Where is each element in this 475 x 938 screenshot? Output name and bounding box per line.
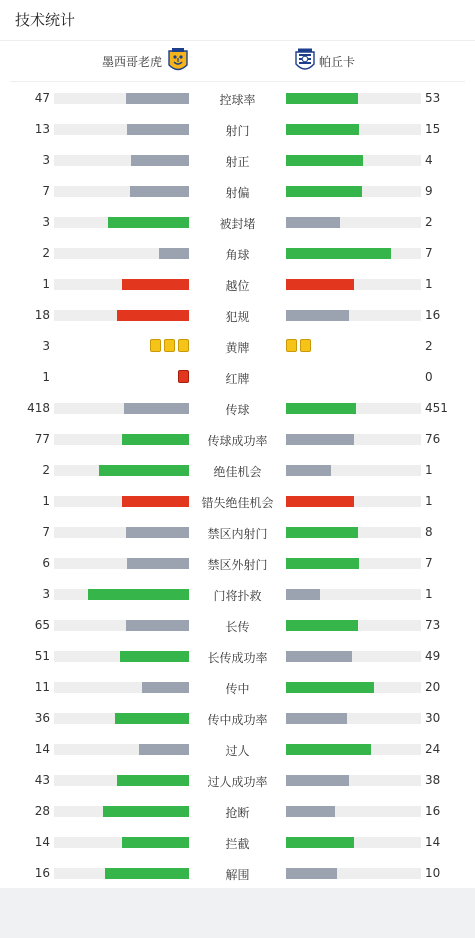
- home-bar-track: [54, 217, 189, 228]
- away-value: 1: [425, 277, 433, 291]
- home-bar-fill: [127, 558, 189, 569]
- away-bar-fill: [286, 93, 358, 104]
- away-bar-track: [286, 496, 421, 507]
- stat-row: [0, 269, 475, 300]
- away-bar-fill: [286, 589, 320, 600]
- away-value: 73: [425, 618, 441, 632]
- home-bar-fill: [103, 806, 189, 817]
- home-bar-fill: [126, 620, 189, 631]
- home-bar-fill: [142, 682, 189, 693]
- home-bar-fill: [159, 248, 189, 259]
- home-cards: [178, 370, 189, 383]
- stat-label: 绝佳机会: [213, 465, 262, 479]
- stat-label: 黄牌: [225, 341, 250, 355]
- away-bar-fill: [286, 434, 354, 445]
- stat-row: [0, 455, 475, 486]
- away-bar-fill: [286, 465, 331, 476]
- home-bar-track: [54, 93, 189, 104]
- stat-label: 射门: [225, 124, 250, 138]
- home-value: 36: [34, 711, 50, 725]
- away-bar-fill: [286, 558, 359, 569]
- home-bar-track: [54, 279, 189, 290]
- away-bar-fill: [286, 682, 374, 693]
- away-value: 49: [425, 649, 441, 663]
- home-value: 3: [42, 339, 50, 353]
- home-value: 43: [34, 773, 50, 787]
- away-bar-fill: [286, 527, 358, 538]
- stat-row: [0, 393, 475, 424]
- away-bar-track: [286, 589, 421, 600]
- away-value: 76: [425, 432, 441, 446]
- stat-row: [0, 207, 475, 238]
- stat-row: [0, 672, 475, 703]
- home-bar-track: [54, 248, 189, 259]
- stat-row: [0, 641, 475, 672]
- home-bar-fill: [122, 496, 190, 507]
- stat-row: [0, 145, 475, 176]
- home-bar-fill: [122, 279, 190, 290]
- stat-row: [0, 765, 475, 796]
- home-value: 3: [42, 153, 50, 167]
- stat-row: [0, 610, 475, 641]
- away-value: 24: [425, 742, 441, 756]
- stat-label: 控球率: [219, 93, 256, 107]
- home-bar-fill: [126, 527, 189, 538]
- home-bar-fill: [99, 465, 189, 476]
- away-bar-track: [286, 186, 421, 197]
- stat-row: [0, 300, 475, 331]
- stat-label: 禁区外射门: [207, 558, 268, 572]
- stat-row: [0, 517, 475, 548]
- away-value: 30: [425, 711, 441, 725]
- away-bar-fill: [286, 496, 354, 507]
- stat-label: 犯规: [225, 310, 250, 324]
- home-bar-track: [54, 310, 189, 321]
- stat-label: 解围: [225, 868, 250, 882]
- home-bar-fill: [139, 744, 189, 755]
- home-value: 1: [42, 277, 50, 291]
- home-bar-fill: [108, 217, 189, 228]
- teams-header: [10, 41, 465, 82]
- away-value: 14: [425, 835, 441, 849]
- stat-label: 射正: [225, 155, 250, 169]
- away-value: 1: [425, 463, 433, 477]
- section-title: 技术统计: [0, 0, 475, 41]
- home-value: 14: [34, 835, 50, 849]
- stat-row: [0, 176, 475, 207]
- away-bar-track: [286, 434, 421, 445]
- away-bar-track: [286, 279, 421, 290]
- stat-row: [0, 114, 475, 145]
- away-bar-fill: [286, 217, 340, 228]
- home-bar-fill: [126, 93, 189, 104]
- stat-label: 角球: [225, 248, 250, 262]
- home-value: 1: [42, 370, 50, 384]
- home-value: 14: [34, 742, 50, 756]
- home-bar-track: [54, 589, 189, 600]
- home-value: 47: [34, 91, 50, 105]
- away-bar-track: [286, 868, 421, 879]
- away-value: 0: [425, 370, 433, 384]
- away-bar-track: [286, 713, 421, 724]
- home-bar-track: [54, 651, 189, 662]
- home-bar-track: [54, 124, 189, 135]
- stat-label: 长传: [225, 620, 250, 634]
- home-bar-track: [54, 155, 189, 166]
- away-bar-track: [286, 558, 421, 569]
- yellow-card-icon: [150, 339, 161, 352]
- stat-label: 射偏: [225, 186, 250, 200]
- stat-row: [0, 83, 475, 114]
- away-bar-fill: [286, 806, 335, 817]
- home-value: 418: [27, 401, 50, 415]
- stat-row: [0, 362, 475, 393]
- home-value: 2: [42, 246, 50, 260]
- stat-row: [0, 424, 475, 455]
- home-bar-track: [54, 868, 189, 879]
- away-bar-fill: [286, 403, 356, 414]
- away-value: 8: [425, 525, 433, 539]
- stat-label: 传球: [225, 403, 250, 417]
- stat-row: [0, 486, 475, 517]
- away-value: 7: [425, 556, 433, 570]
- home-bar-fill: [117, 775, 189, 786]
- home-bar-track: [54, 403, 189, 414]
- stat-row: [0, 238, 475, 269]
- away-bar-track: [286, 527, 421, 538]
- home-bar-fill: [120, 651, 189, 662]
- home-bar-fill: [122, 434, 190, 445]
- stat-label: 拦截: [225, 837, 250, 851]
- away-value: 451: [425, 401, 448, 415]
- stats-list: [0, 83, 475, 889]
- away-value: 7: [425, 246, 433, 260]
- away-bar-track: [286, 806, 421, 817]
- away-value: 15: [425, 122, 441, 136]
- away-value: 16: [425, 804, 441, 818]
- home-bar-track: [54, 713, 189, 724]
- away-value: 16: [425, 308, 441, 322]
- stat-row: [0, 858, 475, 889]
- yellow-card-icon: [164, 339, 175, 352]
- stat-label: 禁区内射门: [207, 527, 268, 541]
- away-bar-track: [286, 403, 421, 414]
- home-bar-track: [54, 465, 189, 476]
- away-bar-fill: [286, 651, 352, 662]
- home-bar-track: [54, 527, 189, 538]
- away-bar-track: [286, 217, 421, 228]
- away-bar-fill: [286, 124, 359, 135]
- away-bar-track: [286, 651, 421, 662]
- away-bar-track: [286, 124, 421, 135]
- yellow-card-icon: [178, 339, 189, 352]
- home-bar-fill: [130, 186, 189, 197]
- home-bar-track: [54, 186, 189, 197]
- home-bar-track: [54, 434, 189, 445]
- stat-label: 长传成功率: [207, 651, 268, 665]
- home-value: 7: [42, 184, 50, 198]
- away-bar-fill: [286, 868, 337, 879]
- home-bar-fill: [127, 124, 189, 135]
- stat-row: [0, 796, 475, 827]
- stat-row: [0, 331, 475, 362]
- red-card-icon: [178, 370, 189, 383]
- home-value: 18: [34, 308, 50, 322]
- stat-label: 过人成功率: [207, 775, 268, 789]
- stat-row: [0, 579, 475, 610]
- home-bar-fill: [105, 868, 189, 879]
- away-value: 2: [425, 339, 433, 353]
- away-cards: [286, 339, 311, 352]
- away-bar-track: [286, 837, 421, 848]
- stat-label: 过人: [225, 744, 250, 758]
- home-bar-track: [54, 496, 189, 507]
- home-bar-fill: [115, 713, 189, 724]
- away-bar-fill: [286, 775, 349, 786]
- home-bar-fill: [131, 155, 189, 166]
- yellow-card-icon: [286, 339, 297, 352]
- home-cards: [150, 339, 189, 352]
- away-bar-fill: [286, 186, 362, 197]
- home-bar-track: [54, 744, 189, 755]
- home-value: 65: [34, 618, 50, 632]
- stat-label: 门将扑救: [213, 589, 262, 603]
- away-value: 20: [425, 680, 441, 694]
- stat-label: 传中: [225, 682, 250, 696]
- home-value: 77: [34, 432, 50, 446]
- home-value: 11: [34, 680, 50, 694]
- home-value: 3: [42, 587, 50, 601]
- home-team-name: 墨西哥老虎: [101, 55, 162, 69]
- stat-label: 传中成功率: [207, 713, 268, 727]
- away-bar-track: [286, 744, 421, 755]
- away-bar-track: [286, 155, 421, 166]
- away-bar-fill: [286, 620, 358, 631]
- stat-row: [0, 827, 475, 858]
- away-bar-fill: [286, 837, 354, 848]
- home-value: 1: [42, 494, 50, 508]
- away-value: 2: [425, 215, 433, 229]
- away-value: 53: [425, 91, 441, 105]
- home-bar-track: [54, 620, 189, 631]
- away-value: 4: [425, 153, 433, 167]
- home-bar-fill: [88, 589, 189, 600]
- home-value: 13: [34, 122, 50, 136]
- home-value: 3: [42, 215, 50, 229]
- home-bar-track: [54, 682, 189, 693]
- away-bar-fill: [286, 310, 349, 321]
- away-bar-fill: [286, 713, 347, 724]
- away-bar-track: [286, 93, 421, 104]
- home-bar-track: [54, 806, 189, 817]
- stat-label: 传球成功率: [207, 434, 268, 448]
- stat-label: 越位: [225, 279, 250, 293]
- away-value: 9: [425, 184, 433, 198]
- away-bar-track: [286, 775, 421, 786]
- home-bar-track: [54, 558, 189, 569]
- away-team-name: 帕丘卡: [319, 55, 356, 69]
- yellow-card-icon: [300, 339, 311, 352]
- away-bar-fill: [286, 155, 363, 166]
- home-value: 7: [42, 525, 50, 539]
- stat-row: [0, 548, 475, 579]
- stat-label: 被封堵: [219, 217, 256, 231]
- away-team-logo: [295, 48, 315, 78]
- home-value: 16: [34, 866, 50, 880]
- away-value: 38: [425, 773, 441, 787]
- home-value: 6: [42, 556, 50, 570]
- away-bar-fill: [286, 248, 391, 259]
- stat-row: [0, 703, 475, 734]
- home-value: 28: [34, 804, 50, 818]
- home-bar-fill: [117, 310, 189, 321]
- home-bar-track: [54, 837, 189, 848]
- away-bar-track: [286, 620, 421, 631]
- away-bar-track: [286, 465, 421, 476]
- stat-label: 错失绝佳机会: [201, 496, 274, 510]
- stat-label: 抢断: [225, 806, 250, 820]
- away-bar-track: [286, 682, 421, 693]
- away-bar-track: [286, 248, 421, 259]
- away-value: 1: [425, 587, 433, 601]
- home-bar-fill: [122, 837, 190, 848]
- away-bar-fill: [286, 744, 371, 755]
- away-value: 1: [425, 494, 433, 508]
- away-bar-fill: [286, 279, 354, 290]
- home-value: 2: [42, 463, 50, 477]
- away-bar-track: [286, 310, 421, 321]
- stat-label: 红牌: [225, 372, 250, 386]
- stat-row: [0, 734, 475, 765]
- home-bar-fill: [124, 403, 189, 414]
- away-value: 10: [425, 866, 441, 880]
- home-value: 51: [34, 649, 50, 663]
- home-team-logo: [168, 48, 188, 78]
- home-bar-track: [54, 775, 189, 786]
